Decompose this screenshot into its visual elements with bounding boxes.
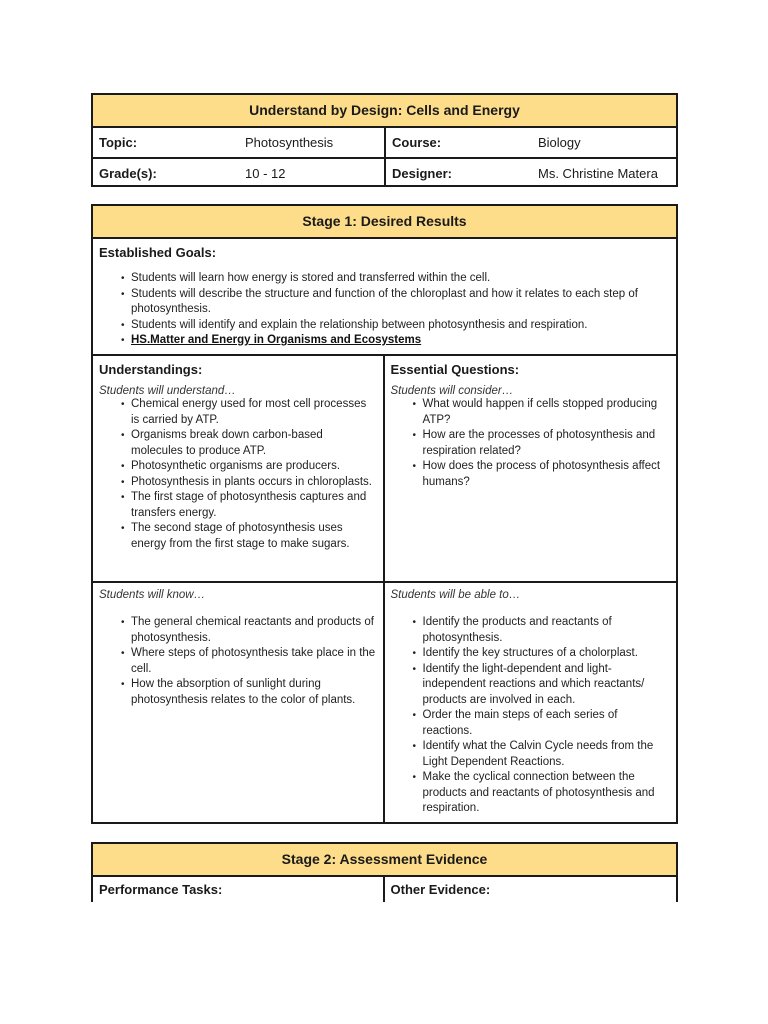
- know-cell: [93, 583, 385, 822]
- list-item: • Organisms break down carbon-based molecules to produce ATP.: [131, 428, 377, 459]
- topic-value: Photosynthesis: [239, 128, 386, 157]
- list-item: • The second stage of photosynthesis uses energy from the first stage to make sugars.: [131, 521, 377, 552]
- grade-label: Grade(s):: [99, 165, 157, 181]
- list-item: • Students will identify and explain the relationship between photosynthesis and respiration.: [131, 318, 670, 334]
- designer-label: Designer:: [392, 165, 452, 181]
- topic-label: Topic:: [99, 135, 138, 150]
- understandings-cell: [93, 356, 385, 581]
- able-cell: [385, 583, 677, 822]
- understandings-row: [93, 354, 676, 581]
- list-item: • Identify the light-dependent and light-independent reactions and which reactants/ products are involved in each.: [423, 662, 671, 709]
- essential-questions-cell: [385, 356, 677, 581]
- list-item: • How are the processes of photosynthesis and respiration related?: [423, 428, 671, 459]
- designer-value: Ms. Christine Matera: [538, 165, 658, 181]
- list-item: • Chemical energy used for most cell processes is carried by ATP.: [131, 397, 377, 428]
- know-list: [99, 615, 377, 708]
- questions-list: [391, 397, 671, 490]
- questions-intro: Students will consider…: [390, 385, 514, 397]
- list-item: • Photosynthesis in plants occurs in chloroplasts.: [131, 475, 377, 491]
- list-item: • Identify the products and reactants of photosynthesis.: [423, 615, 671, 646]
- list-item: • Order the main steps of each series of reactions.: [423, 708, 671, 739]
- other-evidence-label: Other Evidence:: [390, 882, 491, 897]
- header-table: [91, 93, 678, 187]
- list-item: • Where steps of photosynthesis take place in the cell.: [131, 646, 377, 677]
- standard-link[interactable]: HS.Matter and Energy in Organisms and Ecosystems: [131, 334, 422, 346]
- established-goals-section: [93, 239, 676, 354]
- course-value: Biology: [538, 135, 581, 150]
- list-item: • Students will describe the structure and function of the chloroplast and how it relates to each step of photosynthesis.: [131, 287, 670, 318]
- able-intro: Students will be able to…: [390, 589, 521, 601]
- list-item: • How does the process of photosynthesis affect humans?: [423, 459, 671, 490]
- topic-row: [93, 128, 676, 157]
- list-item: • The first stage of photosynthesis captures and transfers energy.: [131, 490, 377, 521]
- essential-questions-label: Essential Questions:: [390, 362, 520, 377]
- stage2-table: [91, 842, 678, 902]
- list-item: • Identify the key structures of a cholorplast.: [423, 646, 671, 662]
- list-item: • How the absorption of sunlight during photosynthesis relates to the color of plants.: [131, 677, 377, 708]
- stage1-title: Stage 1: Desired Results: [93, 206, 676, 239]
- understandings-list: [99, 397, 377, 552]
- able-list: [391, 615, 671, 817]
- stage2-row: [93, 877, 676, 902]
- document-title: Understand by Design: Cells and Energy: [93, 95, 676, 128]
- stage2-title: Stage 2: Assessment Evidence: [93, 844, 676, 877]
- list-item: • Students will learn how energy is stored and transferred within the cell.: [131, 271, 670, 287]
- grade-value: 10 - 12: [239, 159, 386, 187]
- grade-row: [93, 157, 676, 187]
- understandings-label: Understandings:: [99, 362, 203, 377]
- established-goals-label: Established Goals:: [99, 245, 217, 260]
- list-item: • Photosynthetic organisms are producers.: [131, 459, 377, 475]
- list-item: • Make the cyclical connection between the products and reactants of photosynthesis and respiration.: [423, 770, 671, 817]
- knowledge-skills-row: [93, 581, 676, 822]
- goals-list: [99, 271, 670, 349]
- list-item: [131, 333, 670, 349]
- list-item: • Identify what the Calvin Cycle needs from the Light Dependent Reactions.: [423, 739, 671, 770]
- stage1-table: [91, 204, 678, 824]
- performance-tasks-label: Performance Tasks:: [93, 877, 385, 902]
- course-label: Course:: [392, 135, 442, 150]
- list-item: • What would happen if cells stopped producing ATP?: [423, 397, 671, 428]
- list-item: • The general chemical reactants and products of photosynthesis.: [131, 615, 377, 646]
- understandings-intro: Students will understand…: [99, 385, 236, 397]
- know-intro: Students will know…: [99, 589, 206, 601]
